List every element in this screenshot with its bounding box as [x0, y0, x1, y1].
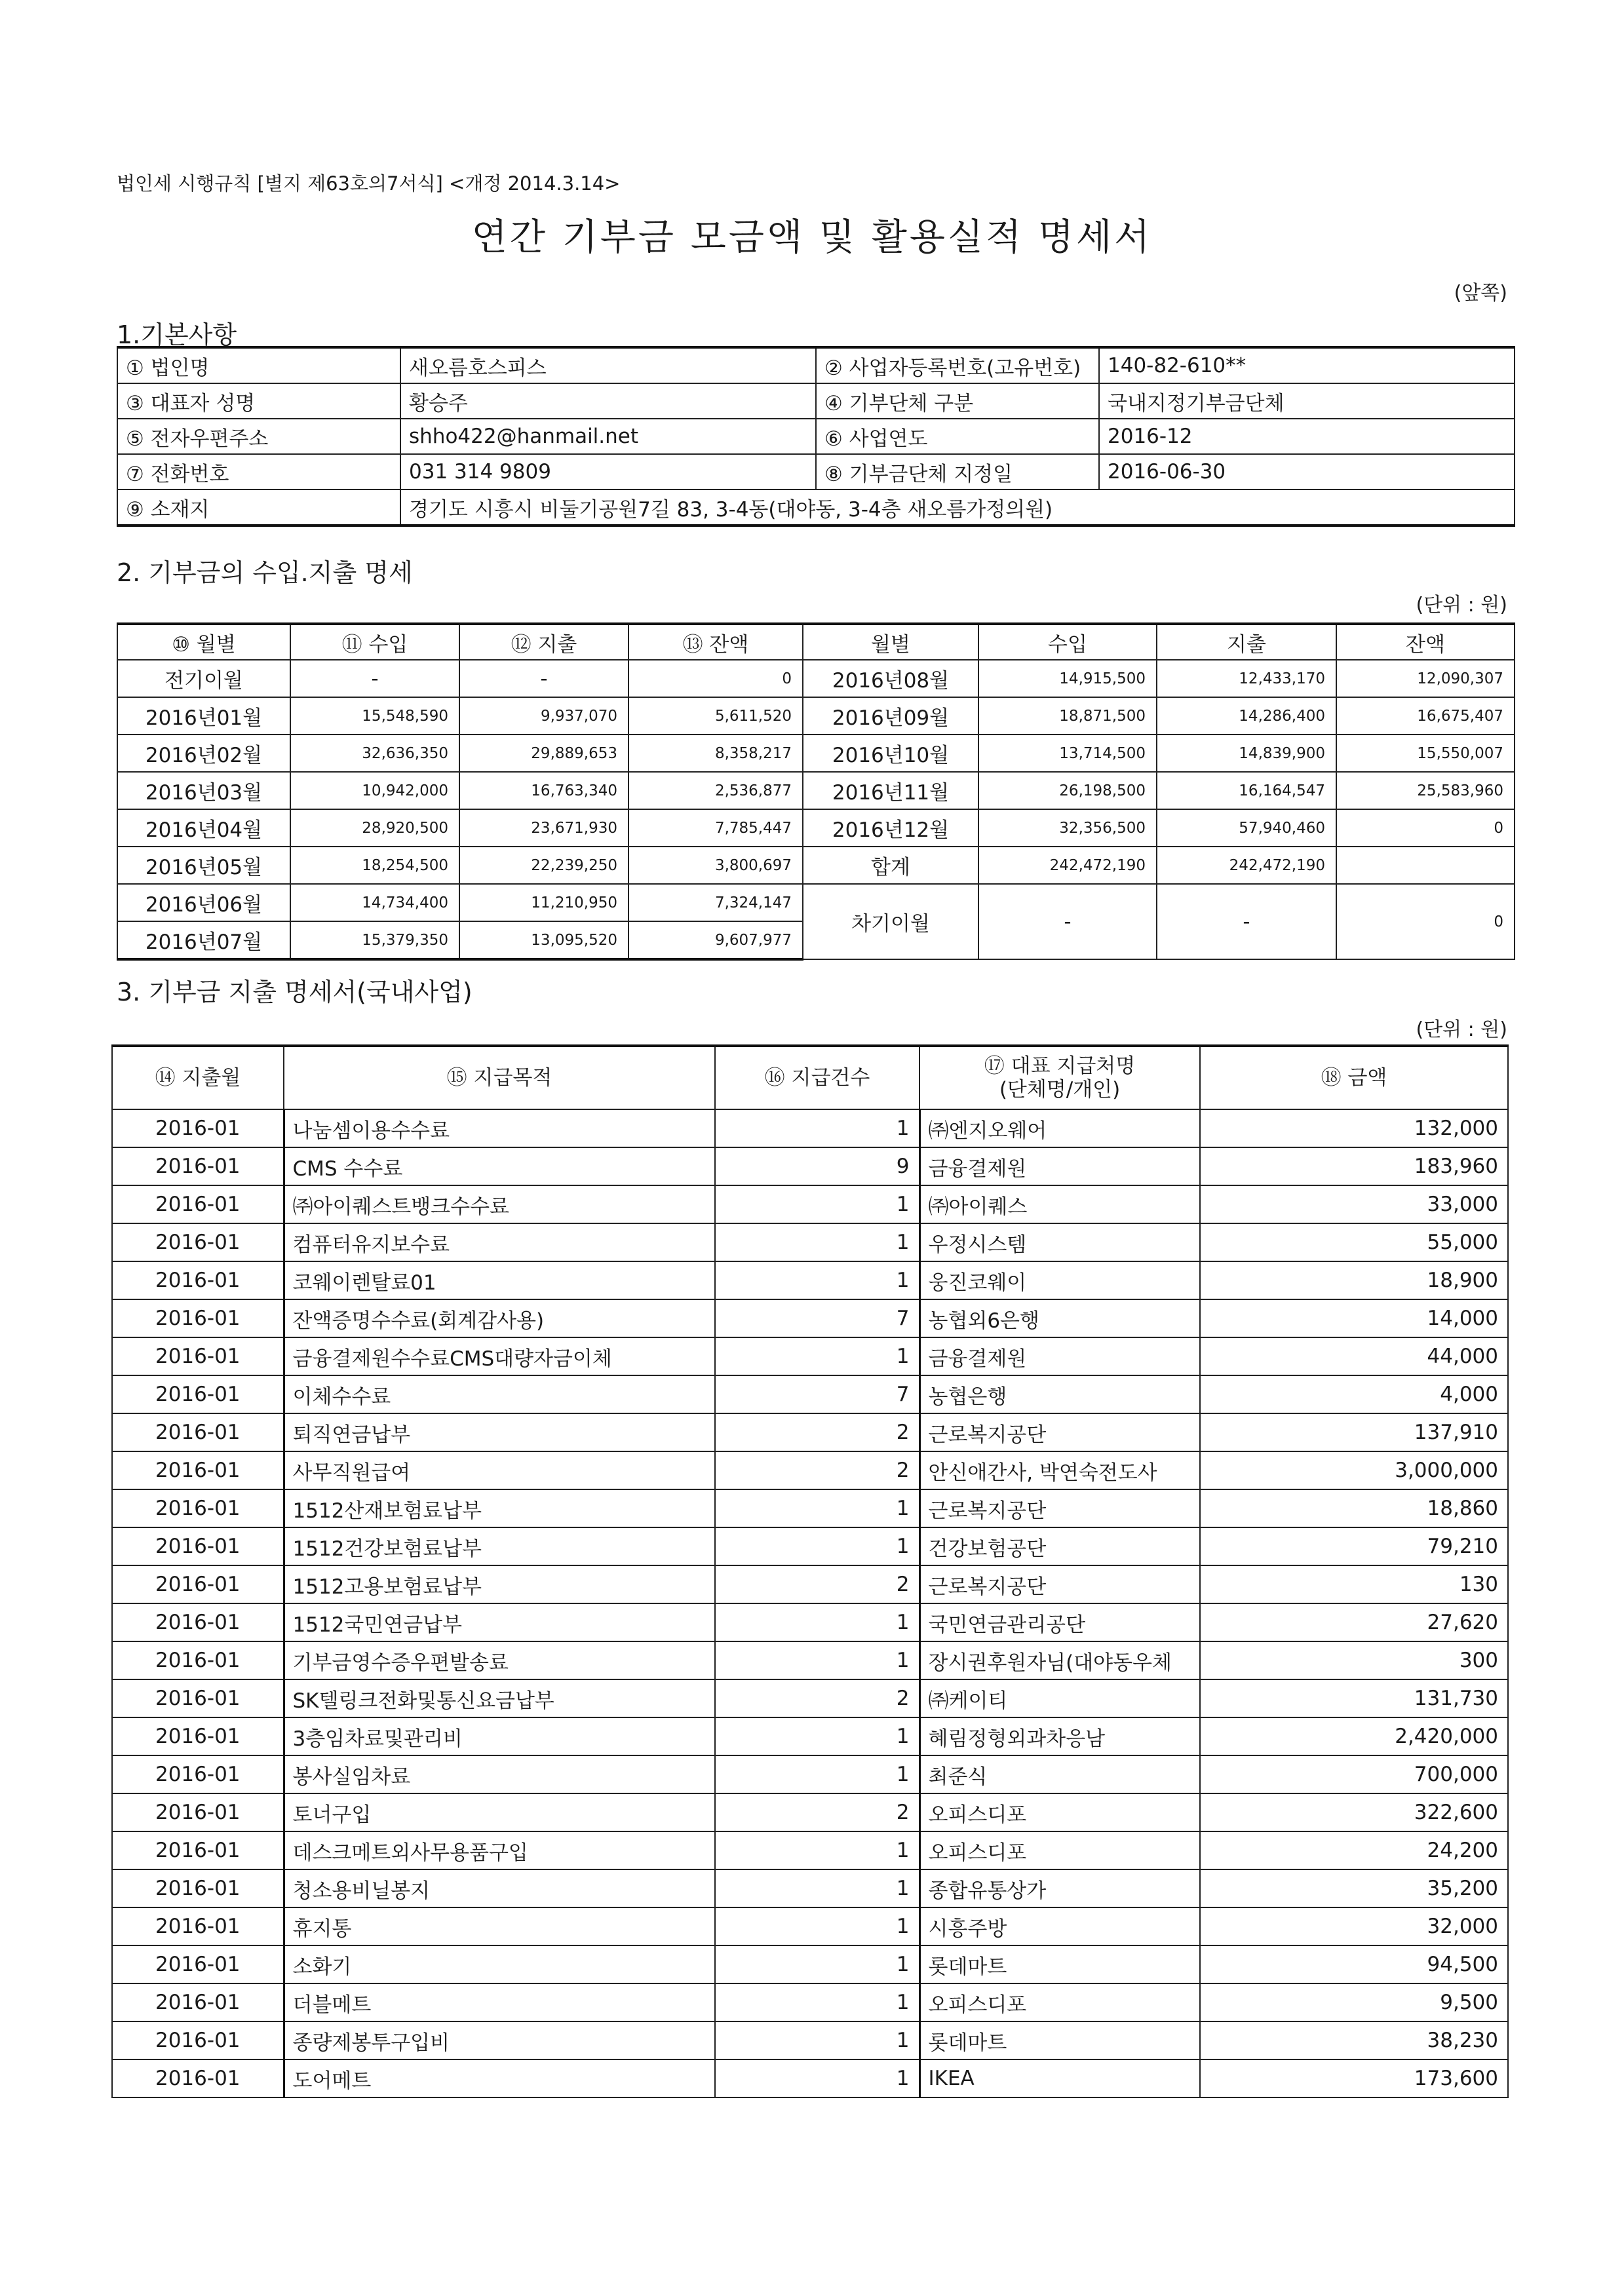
info-row	[117, 347, 1515, 383]
address-row	[117, 489, 1515, 526]
payment-purpose: 이체수수료	[284, 1375, 715, 1413]
payment-purpose: 토너구입	[284, 1793, 715, 1831]
payment-amount: 44,000	[1200, 1337, 1508, 1375]
payment-count: 1	[715, 1717, 919, 1755]
payee-name: 종합유통상가	[919, 1869, 1200, 1907]
expense-month: 2016-01	[112, 1869, 284, 1907]
info-row	[117, 383, 1515, 419]
payment-count: 2	[715, 1565, 919, 1603]
section3-title: 3. 기부금 지출 명세서(국내사업)	[117, 978, 473, 1006]
month-label: 2016년10월	[803, 735, 978, 772]
table-row	[112, 1299, 1508, 1337]
column-header: 지출	[1157, 624, 1336, 660]
expense-value: -	[459, 660, 628, 697]
month-label: 합계	[803, 847, 978, 884]
info-label: ⑥ 사업연도	[816, 419, 1099, 454]
payment-purpose: 더블메트	[284, 1983, 715, 2021]
expense-month: 2016-01	[112, 1299, 284, 1337]
table-row	[112, 1337, 1508, 1375]
expense-month: 2016-01	[112, 1793, 284, 1831]
expense-month: 2016-01	[112, 1983, 284, 2021]
income-value: -	[290, 660, 459, 697]
month-label: 2016년12월	[803, 809, 978, 847]
expense-month: 2016-01	[112, 1337, 284, 1375]
income-value: 26,198,500	[978, 772, 1157, 809]
payment-count: 1	[715, 2059, 919, 2097]
payment-amount: 322,600	[1200, 1793, 1508, 1831]
info-label: ① 법인명	[117, 347, 400, 383]
payment-amount: 2,420,000	[1200, 1717, 1508, 1755]
month-label: 2016년04월	[117, 809, 290, 847]
payment-purpose: 종량제봉투구입비	[284, 2021, 715, 2059]
expense-value: 23,671,930	[459, 809, 628, 847]
payment-purpose: 1512국민연금납부	[284, 1603, 715, 1641]
payment-amount: 24,200	[1200, 1831, 1508, 1869]
expense-month: 2016-01	[112, 1907, 284, 1945]
expense-month: 2016-01	[112, 1451, 284, 1489]
payee-name: 오피스디포	[919, 1793, 1200, 1831]
carry-forward-label: 차기이월	[803, 884, 978, 959]
payment-purpose: 데스크메트외사무용품구입	[284, 1831, 715, 1869]
table-row	[112, 1565, 1508, 1603]
address-label: ⑨ 소재지	[117, 489, 400, 526]
header-count: ⑯ 지급건수	[715, 1046, 919, 1109]
payment-count: 9	[715, 1147, 919, 1185]
info-label: ④ 기부단체 구분	[816, 383, 1099, 419]
income-value: 15,548,590	[290, 697, 459, 735]
table-row	[112, 1489, 1508, 1527]
header-amount: ⑱ 금액	[1200, 1046, 1508, 1109]
expense-value: 22,239,250	[459, 847, 628, 884]
payment-amount: 131,730	[1200, 1679, 1508, 1717]
month-label: 2016년03월	[117, 772, 290, 809]
info-label: ⑤ 전자우편주소	[117, 419, 400, 454]
table-row	[112, 1831, 1508, 1869]
table-row	[112, 1261, 1508, 1299]
table-row	[112, 1527, 1508, 1565]
header-payee-line1: ⑰ 대표 지급처명	[984, 1054, 1136, 1078]
expense-month: 2016-01	[112, 1413, 284, 1451]
payment-amount: 18,900	[1200, 1261, 1508, 1299]
expense-month: 2016-01	[112, 1831, 284, 1869]
column-header: ⑩ 월별	[117, 624, 290, 660]
info-value: 국내지정기부금단체	[1099, 383, 1515, 419]
payment-purpose: 1512고용보험료납부	[284, 1565, 715, 1603]
expense-month: 2016-01	[112, 2059, 284, 2097]
income-value: 15,379,350	[290, 921, 459, 959]
payee-name: 농협은행	[919, 1375, 1200, 1413]
income-value: 13,714,500	[978, 735, 1157, 772]
info-value: 031 314 9809	[400, 454, 816, 489]
expense-value: 11,210,950	[459, 884, 628, 921]
payment-count: 1	[715, 1907, 919, 1945]
month-label: 2016년11월	[803, 772, 978, 809]
expense-value: 13,095,520	[459, 921, 628, 959]
info-value: 새오름호스피스	[400, 347, 816, 383]
payment-count: 1	[715, 1983, 919, 2021]
payee-name: 오피스디포	[919, 1983, 1200, 2021]
payment-purpose: 기부금영수증우편발송료	[284, 1641, 715, 1679]
balance-value: 7,785,447	[628, 809, 803, 847]
payee-name: 금융결제원	[919, 1147, 1200, 1185]
payee-name: 국민연금관리공단	[919, 1603, 1200, 1641]
info-label: ⑧ 기부금단체 지정일	[816, 454, 1099, 489]
document-title: 연간 기부금 모금액 및 활용실적 명세서	[471, 216, 1153, 259]
carry-forward-balance: 0	[1336, 884, 1515, 959]
payment-purpose: 잔액증명수수료(회계감사용)	[284, 1299, 715, 1337]
payment-amount: 132,000	[1200, 1109, 1508, 1147]
payment-count: 2	[715, 1413, 919, 1451]
balance-value: 8,358,217	[628, 735, 803, 772]
section1-title: 1.기본사항	[117, 320, 237, 349]
table-row	[112, 1413, 1508, 1451]
month-label: 2016년02월	[117, 735, 290, 772]
payment-purpose: 도어메트	[284, 2059, 715, 2097]
expense-value: 57,940,460	[1157, 809, 1336, 847]
payee-name: 금융결제원	[919, 1337, 1200, 1375]
month-label: 2016년09월	[803, 697, 978, 735]
column-header: ⑫ 지출	[459, 624, 628, 660]
expense-month: 2016-01	[112, 1679, 284, 1717]
info-row	[117, 419, 1515, 454]
monthly-row	[117, 660, 1515, 697]
payee-name: 혜림정형외과차응남	[919, 1717, 1200, 1755]
table-row	[112, 1451, 1508, 1489]
income-expense-table	[117, 622, 1515, 961]
payment-purpose: 봉사실임차료	[284, 1755, 715, 1793]
table-row	[112, 1223, 1508, 1261]
payment-count: 1	[715, 2021, 919, 2059]
info-value: shho422@hanmail.net	[400, 419, 816, 454]
monthly-row	[117, 735, 1515, 772]
balance-value: 16,675,407	[1336, 697, 1515, 735]
balance-value: 2,536,877	[628, 772, 803, 809]
page-side-label: (앞쪽)	[1454, 282, 1507, 305]
header-purpose: ⑮ 지급목적	[284, 1046, 715, 1109]
table-row	[112, 1793, 1508, 1831]
payee-name: 롯데마트	[919, 1945, 1200, 1983]
expense-month: 2016-01	[112, 1527, 284, 1565]
balance-value: 7,324,147	[628, 884, 803, 921]
payment-amount: 79,210	[1200, 1527, 1508, 1565]
expense-month: 2016-01	[112, 2021, 284, 2059]
payment-count: 1	[715, 1527, 919, 1565]
section2-unit: (단위 : 원)	[1416, 594, 1507, 617]
table-row	[112, 1869, 1508, 1907]
payment-purpose: 금융결제원수수료CMS대량자금이체	[284, 1337, 715, 1375]
table-row	[112, 1375, 1508, 1413]
table-row	[112, 1755, 1508, 1793]
table-row	[112, 1679, 1508, 1717]
payment-count: 1	[715, 1869, 919, 1907]
table-row	[112, 1147, 1508, 1185]
info-label: ⑦ 전화번호	[117, 454, 400, 489]
income-value: 32,356,500	[978, 809, 1157, 847]
payment-amount: 55,000	[1200, 1223, 1508, 1261]
payee-name: 오피스디포	[919, 1831, 1200, 1869]
header-expense-month: ⑭ 지출월	[112, 1046, 284, 1109]
income-value: 18,254,500	[290, 847, 459, 884]
table-row	[112, 1641, 1508, 1679]
carry-forward-expense: -	[1157, 884, 1336, 959]
table-row	[112, 1603, 1508, 1641]
payment-amount: 94,500	[1200, 1945, 1508, 1983]
payment-count: 1	[715, 1337, 919, 1375]
info-value: 황승주	[400, 383, 816, 419]
expense-value: 242,472,190	[1157, 847, 1336, 884]
expense-month: 2016-01	[112, 1641, 284, 1679]
balance-value: 9,607,977	[628, 921, 803, 959]
payment-purpose: 나눔셈이용수수료	[284, 1109, 715, 1147]
expense-month: 2016-01	[112, 1717, 284, 1755]
payment-count: 7	[715, 1375, 919, 1413]
payment-purpose: 청소용비닐봉지	[284, 1869, 715, 1907]
payment-amount: 32,000	[1200, 1907, 1508, 1945]
form-reference: 법인세 시행규칙 [별지 제63호의7서식] <개정 2014.3.14>	[117, 172, 621, 195]
table-row	[112, 1109, 1508, 1147]
expense-value: 29,889,653	[459, 735, 628, 772]
monthly-row	[117, 847, 1515, 884]
header-payee	[919, 1046, 1200, 1109]
month-label: 2016년06월	[117, 884, 290, 921]
expense-month: 2016-01	[112, 1375, 284, 1413]
income-value: 28,920,500	[290, 809, 459, 847]
payment-count: 1	[715, 1945, 919, 1983]
payment-amount: 137,910	[1200, 1413, 1508, 1451]
balance-value: 15,550,007	[1336, 735, 1515, 772]
payment-amount: 27,620	[1200, 1603, 1508, 1641]
table-row	[112, 1945, 1508, 1983]
column-header: ⑪ 수입	[290, 624, 459, 660]
expense-value: 16,164,547	[1157, 772, 1336, 809]
balance-value: 0	[1336, 809, 1515, 847]
payee-name: 웅진코웨이	[919, 1261, 1200, 1299]
expense-value: 14,286,400	[1157, 697, 1336, 735]
payee-name: 근로복지공단	[919, 1565, 1200, 1603]
payment-count: 1	[715, 1109, 919, 1147]
payment-amount: 9,500	[1200, 1983, 1508, 2021]
table-row	[112, 2021, 1508, 2059]
payee-name: ㈜엔지오웨어	[919, 1109, 1200, 1147]
payment-amount: 173,600	[1200, 2059, 1508, 2097]
expense-month: 2016-01	[112, 1185, 284, 1223]
payment-purpose: 컴퓨터유지보수료	[284, 1223, 715, 1261]
payment-amount: 700,000	[1200, 1755, 1508, 1793]
payee-name: 안신애간사, 박연숙전도사	[919, 1451, 1200, 1489]
expense-value: 14,839,900	[1157, 735, 1336, 772]
income-value: 10,942,000	[290, 772, 459, 809]
expense-month: 2016-01	[112, 1261, 284, 1299]
income-value: 14,734,400	[290, 884, 459, 921]
column-header: ⑬ 잔액	[628, 624, 803, 660]
balance-value: 3,800,697	[628, 847, 803, 884]
table-row	[112, 2059, 1508, 2097]
section3-unit: (단위 : 원)	[1416, 1018, 1507, 1041]
payment-purpose: 코웨이렌탈료01	[284, 1261, 715, 1299]
monthly-row	[117, 809, 1515, 847]
payment-amount: 3,000,000	[1200, 1451, 1508, 1489]
expense-month: 2016-01	[112, 1223, 284, 1261]
balance-value	[1336, 847, 1515, 884]
expense-month: 2016-01	[112, 1603, 284, 1641]
payment-purpose: CMS 수수료	[284, 1147, 715, 1185]
payment-count: 2	[715, 1451, 919, 1489]
payment-purpose: 소화기	[284, 1945, 715, 1983]
payment-count: 1	[715, 1603, 919, 1641]
info-value: 2016-06-30	[1099, 454, 1515, 489]
payment-count: 1	[715, 1755, 919, 1793]
column-header: 수입	[978, 624, 1157, 660]
info-row	[117, 454, 1515, 489]
income-value: 242,472,190	[978, 847, 1157, 884]
address-value: 경기도 시흥시 비둘기공원7길 83, 3-4동(대야동, 3-4층 새오름가정의원)	[400, 489, 1515, 526]
payment-amount: 33,000	[1200, 1185, 1508, 1223]
table-row	[112, 1185, 1508, 1223]
payment-count: 1	[715, 1185, 919, 1223]
payee-name: ㈜케이티	[919, 1679, 1200, 1717]
payment-amount: 14,000	[1200, 1299, 1508, 1337]
expense-month: 2016-01	[112, 1147, 284, 1185]
column-header: 월별	[803, 624, 978, 660]
month-label: 전기이월	[117, 660, 290, 697]
info-value: 140-82-610**	[1099, 347, 1515, 383]
section2-title: 2. 기부금의 수입.지출 명세	[117, 558, 413, 587]
payee-name: 장시권후원자님(대야동우체	[919, 1641, 1200, 1679]
payment-count: 2	[715, 1793, 919, 1831]
payment-purpose: SK텔링크전화및통신요금납부	[284, 1679, 715, 1717]
payee-name: 농협외6은행	[919, 1299, 1200, 1337]
month-label: 2016년05월	[117, 847, 290, 884]
month-label: 2016년08월	[803, 660, 978, 697]
expense-value: 12,433,170	[1157, 660, 1336, 697]
payment-amount: 18,860	[1200, 1489, 1508, 1527]
header-payee-line2: (단체명/개인)	[999, 1078, 1121, 1101]
payee-name: 근로복지공단	[919, 1489, 1200, 1527]
payment-count: 1	[715, 1831, 919, 1869]
balance-value: 25,583,960	[1336, 772, 1515, 809]
monthly-row	[117, 772, 1515, 809]
payment-count: 1	[715, 1641, 919, 1679]
payment-count: 1	[715, 1489, 919, 1527]
income-value: 18,871,500	[978, 697, 1157, 735]
info-label: ③ 대표자 성명	[117, 383, 400, 419]
expense-value: 9,937,070	[459, 697, 628, 735]
payment-purpose: 퇴직연금납부	[284, 1413, 715, 1451]
balance-value: 5,611,520	[628, 697, 803, 735]
payment-amount: 300	[1200, 1641, 1508, 1679]
payment-count: 1	[715, 1223, 919, 1261]
balance-value: 0	[628, 660, 803, 697]
income-value: 32,636,350	[290, 735, 459, 772]
balance-value: 12,090,307	[1336, 660, 1515, 697]
table-row	[112, 1717, 1508, 1755]
expense-month: 2016-01	[112, 1945, 284, 1983]
table-row	[112, 1983, 1508, 2021]
month-label: 2016년01월	[117, 697, 290, 735]
payment-amount: 35,200	[1200, 1869, 1508, 1907]
payee-name: 롯데마트	[919, 2021, 1200, 2059]
payment-count: 1	[715, 1261, 919, 1299]
payee-name: 우정시스템	[919, 1223, 1200, 1261]
payment-purpose: 3층임차료및관리비	[284, 1717, 715, 1755]
payee-name: IKEA	[919, 2059, 1200, 2097]
expense-value: 16,763,340	[459, 772, 628, 809]
payment-purpose: 1512산재보험료납부	[284, 1489, 715, 1527]
monthly-row	[117, 884, 1515, 921]
payment-purpose: 휴지통	[284, 1907, 715, 1945]
payment-amount: 130	[1200, 1565, 1508, 1603]
income-value: 14,915,500	[978, 660, 1157, 697]
payment-amount: 38,230	[1200, 2021, 1508, 2059]
payment-count: 7	[715, 1299, 919, 1337]
payment-amount: 183,960	[1200, 1147, 1508, 1185]
payee-name: ㈜아이퀘스	[919, 1185, 1200, 1223]
month-label: 2016년07월	[117, 921, 290, 959]
payment-amount: 4,000	[1200, 1375, 1508, 1413]
payee-name: 최준식	[919, 1755, 1200, 1793]
info-value: 2016-12	[1099, 419, 1515, 454]
monthly-row	[117, 697, 1515, 735]
expense-month: 2016-01	[112, 1109, 284, 1147]
payee-name: 시흥주방	[919, 1907, 1200, 1945]
payee-name: 근로복지공단	[919, 1413, 1200, 1451]
payment-count: 2	[715, 1679, 919, 1717]
expense-detail-table	[111, 1044, 1509, 2098]
column-header: 잔액	[1336, 624, 1515, 660]
expense-month: 2016-01	[112, 1489, 284, 1527]
expense-month: 2016-01	[112, 1565, 284, 1603]
payee-name: 건강보험공단	[919, 1527, 1200, 1565]
info-label: ② 사업자등록번호(고유번호)	[816, 347, 1099, 383]
expense-month: 2016-01	[112, 1755, 284, 1793]
carry-forward-income: -	[978, 884, 1157, 959]
table-row	[112, 1907, 1508, 1945]
payment-purpose: 1512건강보험료납부	[284, 1527, 715, 1565]
payment-purpose: 사무직원급여	[284, 1451, 715, 1489]
basic-info-table	[117, 346, 1515, 527]
payment-purpose: ㈜아이퀘스트뱅크수수료	[284, 1185, 715, 1223]
